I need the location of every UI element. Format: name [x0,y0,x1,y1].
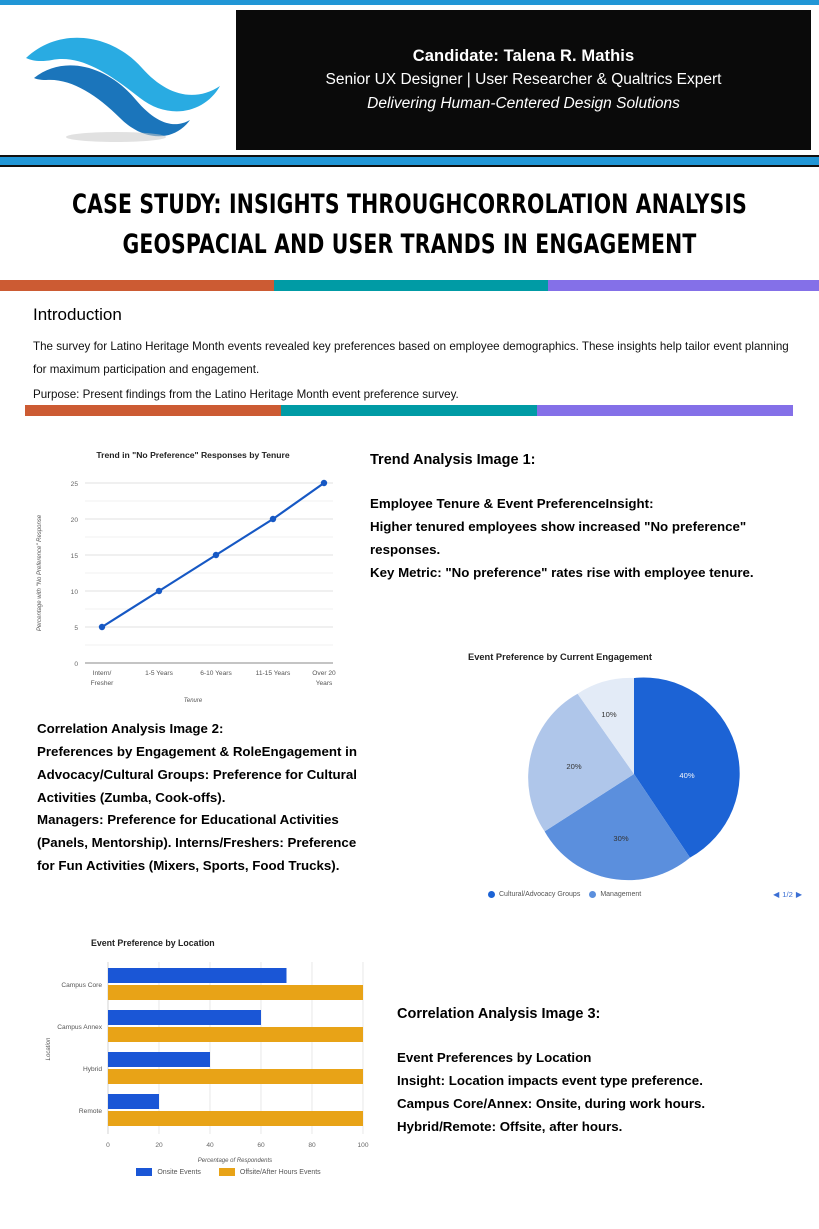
bar-chart-title: Event Preference by Location [91,938,215,948]
company-logo [8,10,236,152]
svg-text:Years: Years [315,680,333,687]
line-chart-x-tick-labels [91,670,336,687]
note-3-line-4: Hybrid/Remote: Offsite, after hours. [397,1118,623,1134]
candidate-banner [236,10,811,150]
line-chart-gridlines [85,483,333,645]
pie-label-20: 20% [566,762,582,771]
pie-chart-legend [468,890,808,899]
line-chart-title: Trend in "No Preference" Responses by Tenure [96,450,290,460]
bar-chart-legend [36,1168,381,1176]
location-bar-chart [36,938,381,1193]
svg-text:Campus Core: Campus Core [61,982,102,989]
note-3-line-2: Insight: Location impacts event type preference. [397,1072,703,1088]
bar-onsite-remote[interactable] [108,1094,159,1109]
line-chart-y-tick-labels [71,481,79,668]
page-title-line-1: CASE STUDY: INSIGHTS THROUGHCORROLATION ANALYSIS [71,189,748,220]
svg-text:0: 0 [74,661,78,668]
pie-legend-item-cultural[interactable] [488,891,580,898]
candidate-tagline: Delivering Human-Centered Design Solutions [367,95,680,113]
note-2-line-4: Managers: Preference for Educational Activities [37,812,339,828]
bar-chart-bars [108,968,363,1126]
svg-text:100: 100 [357,1142,369,1149]
note-1-line-2: Higher tenured employees show increased "No preference" [370,518,747,534]
svg-text:0: 0 [106,1142,110,1149]
page-title-line-2: GEOSPACIAL AND USER TRANDS IN ENGAGEMENT [122,229,697,260]
bar-chart-x-axis-label: Percentage of Respondents [197,1158,273,1164]
svg-text:40: 40 [206,1142,214,1149]
pie-legend-label-management: Management [600,891,642,898]
divider-segment-purple [548,280,819,291]
legend-next-arrow-icon[interactable]: ▶ [795,889,802,899]
note-3-line-1: Event Preferences by Location [397,1050,592,1065]
section-divider-intro [25,405,793,416]
candidate-name: Candidate: Talena R. Mathis [412,46,635,65]
note-3-heading: Correlation Analysis Image 3: [397,1006,601,1022]
pie-label-40: 40% [679,771,695,780]
bar-onsite-hybrid[interactable] [108,1052,210,1067]
page-header [0,0,819,168]
introduction-heading: Introduction [33,305,122,324]
note-1-line-1: Employee Tenure & Event PreferenceInsight: [370,496,654,511]
pie-label-30: 30% [613,834,629,843]
note-2-line-6: for Fun Activities (Mixers, Sports, Food Trucks). [37,858,340,874]
note-3-line-3: Campus Core/Annex: Onsite, during work hours. [397,1095,706,1111]
note-3-body [397,1047,812,1138]
note-2-line-3: Activities (Zumba, Cook-offs). [37,789,226,805]
svg-text:Remote: Remote [78,1108,102,1115]
line-chart-y-axis-label: Percentage with "No Preference" Response [37,514,43,632]
svg-text:Hybrid: Hybrid [82,1066,102,1073]
bar-chart-y-axis-label: Location [46,1037,52,1061]
bar-offsite-remote[interactable] [108,1111,363,1126]
header-top-spacer [0,5,819,7]
note-1-body [370,493,800,584]
svg-text:Fresher: Fresher [90,680,114,687]
svg-text:15: 15 [70,553,78,560]
pie-chart-title: Event Preference by Current Engagement [468,652,652,662]
svg-text:25: 25 [70,481,78,488]
engagement-pie-chart [468,652,808,914]
pie-label-10: 10% [601,710,617,719]
correlation-analysis-2-note [37,718,467,878]
introduction-section [33,305,793,407]
bar-offsite-campus-annex[interactable] [108,1027,363,1042]
note-2-line-5: (Panels, Mentorship). Interns/Freshers: Preference [37,835,357,851]
pie-legend-item-management[interactable] [589,891,641,898]
svg-text:1-5 Years: 1-5 Years [145,670,173,677]
bar-legend-label-offsite: Offsite/After Hours Events [239,1168,321,1176]
legend-dot-icon [488,891,495,898]
note-2-heading: Correlation Analysis Image 2: [37,721,224,736]
svg-text:Campus Annex: Campus Annex [57,1024,102,1031]
note-2-line-1: Preferences by Engagement & RoleEngagement in [37,743,357,759]
wave-logo-icon [8,10,236,152]
note-2-line-2: Advocacy/Cultural Groups: Preference for Cultural [37,766,357,782]
correlation-analysis-3-note [397,1006,812,1138]
divider-segment-teal [281,405,537,416]
svg-text:11-15 Years: 11-15 Years [255,670,291,677]
bar-chart-category-labels [57,982,102,1115]
divider-segment-orange [0,280,274,291]
legend-swatch-icon [136,1168,152,1176]
svg-text:Intern/: Intern/ [92,670,112,677]
note-1-line-4: Key Metric: "No preference" rates rise with employee tenure. [370,564,754,580]
page-title [0,185,819,265]
legend-swatch-icon [219,1168,235,1176]
bar-legend-item-onsite[interactable] [136,1168,201,1176]
svg-text:5: 5 [74,625,78,632]
trend-line-chart [28,450,358,704]
svg-text:Over 20: Over 20 [312,670,336,677]
bar-onsite-campus-core[interactable] [108,968,287,983]
legend-prev-arrow-icon[interactable]: ◀ [773,889,780,899]
bar-chart-canvas [36,954,381,1166]
divider-segment-orange [25,405,281,416]
divider-segment-teal [274,280,548,291]
note-1-line-3: responses. [370,541,441,557]
section-divider-top [0,280,819,291]
candidate-role: Senior UX Designer | User Researcher & Qualtrics Expert [325,71,722,89]
svg-text:20: 20 [155,1142,163,1149]
svg-text:6-10 Years: 6-10 Years [200,670,232,677]
pie-legend-pager [773,890,802,899]
bar-legend-label-onsite: Onsite Events [157,1168,201,1176]
legend-page-indicator: 1/2 [782,890,793,899]
note-1-heading: Trend Analysis Image 1: [370,452,536,468]
svg-text:80: 80 [308,1142,316,1149]
header-rule-lower [0,165,819,167]
bar-legend-item-offsite[interactable] [219,1168,321,1176]
bar-chart-x-tick-labels [106,1142,369,1149]
introduction-purpose: Purpose: Present findings from the Latino Heritage Month event preference survey. [33,388,459,402]
bar-onsite-campus-annex[interactable] [108,1010,261,1025]
header-accent-bar [0,157,819,165]
svg-text:60: 60 [257,1142,265,1149]
bar-offsite-hybrid[interactable] [108,1069,363,1084]
trend-analysis-note [370,452,800,584]
note-2-body [37,718,467,878]
bar-offsite-campus-core[interactable] [108,985,363,1000]
line-chart-x-axis-label: Tenure [183,698,203,704]
introduction-paragraph: The survey for Latino Heritage Month events revealed key preferences based on employee demographics. These insights help tailor event planning for maximum participation and engagement. [33,340,789,376]
svg-text:10: 10 [70,589,78,596]
line-chart-canvas [28,460,358,688]
legend-dot-icon [589,891,596,898]
divider-segment-purple [537,405,793,416]
pie-chart-canvas [468,668,808,886]
svg-text:20: 20 [70,517,78,524]
pie-legend-label-cultural: Cultural/Advocacy Groups [499,891,581,898]
